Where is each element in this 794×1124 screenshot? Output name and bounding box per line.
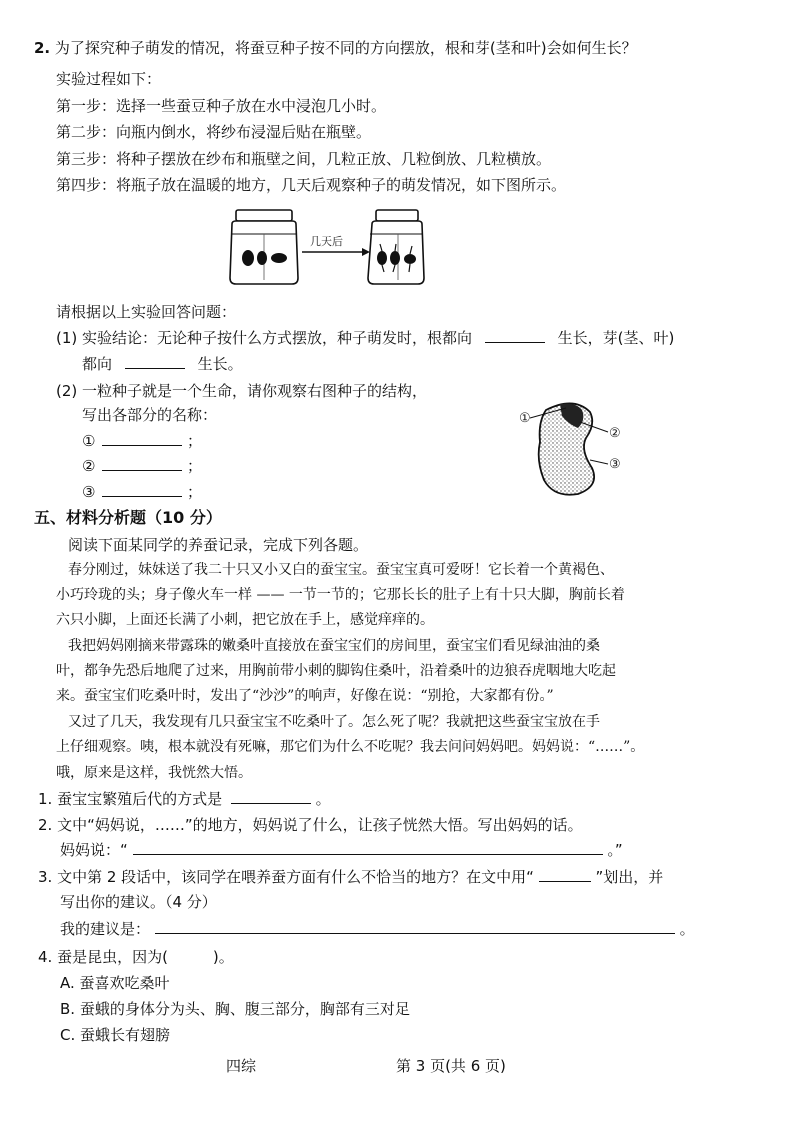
sub-question-2-line1: (2) 一粒种子就是一个生命，请你观察右图种子的结构， xyxy=(56,382,428,400)
mother-answer-line xyxy=(60,840,623,860)
passage-line: 小巧玲珑的头；身子像火车一样 —— 一节一节的；它那长长的肚子上有十只大脚，胸前长着 xyxy=(56,587,625,603)
suggestion-suffix: 。 xyxy=(679,920,695,938)
footer-subject: 四综 xyxy=(226,1057,257,1075)
material-question-1-text: 1. 蚕宝宝繁殖后代的方式是 xyxy=(38,790,223,808)
material-question-2: 2. 文中“妈妈说，……”的地方，妈妈说了什么，让孩子恍然大悟。写出妈妈的话。 xyxy=(38,816,583,834)
suggestion-prefix: 我的建议是： xyxy=(60,920,151,938)
passage-line: 哦，原来是这样，我恍然大悟。 xyxy=(56,765,252,781)
passage-line: 叶，都争先恐后地爬了过来，用胸前带小刺的脚钩住桑叶，沿着桑叶的边狼吞虎咽地大吃起 xyxy=(56,663,616,679)
jar-before xyxy=(230,210,298,284)
material-question-3 xyxy=(38,867,663,887)
seed-label-3: ③ xyxy=(609,456,621,471)
step-3: 第三步：将种子摆放在纱布和瓶壁之间，几粒正放、几粒倒放、几粒横放。 xyxy=(56,150,552,168)
passage-line: 六只小脚，上面还长满了小刺，把它放在手上，感觉痒痒的。 xyxy=(56,612,434,628)
sub-question-1-text-2: 生长，芽(茎、叶) xyxy=(557,329,675,347)
option-b[interactable]: B. 蚕蛾的身体分为头、胸、腹三部分，胸部有三对足 xyxy=(60,1000,410,1018)
separator: ； xyxy=(187,457,203,475)
passage-line: 春分刚过，妹妹送了我二十只又小又白的蚕宝宝。蚕宝宝真可爱呀！它长着一个黄褐色、 xyxy=(68,562,614,578)
sub-question-1-text-3: 都向 xyxy=(82,355,113,373)
option-a[interactable]: A. 蚕喜欢吃桑叶 xyxy=(60,974,170,992)
seed-answer-2 xyxy=(82,456,202,476)
passage-line: 上仔细观察。咦，根本就没有死嘛，那它们为什么不吃呢？我去问问妈妈吧。妈妈说：“……”。 xyxy=(56,739,645,755)
suggestion-line xyxy=(60,919,695,939)
sub-question-1-text: (1) 实验结论：无论种子按什么方式摆放，种子萌发时，根都向 xyxy=(56,329,473,347)
arrow xyxy=(302,248,370,256)
seed-answer-1 xyxy=(82,431,202,451)
sub-question-1-line1 xyxy=(56,328,674,348)
passage-line: 又过了几天，我发现有几只蚕宝宝不吃桑叶了。怎么死了呢？我就把这些蚕宝宝放在手 xyxy=(68,714,600,730)
section-5-intro: 阅读下面某同学的养蚕记录，完成下列各题。 xyxy=(68,536,369,554)
mother-answer-suffix: 。” xyxy=(607,841,623,859)
answer-blank-seed-1[interactable] xyxy=(102,431,182,446)
seed-structure-figure xyxy=(516,398,636,498)
sub-question-1-text-4: 生长。 xyxy=(197,355,243,373)
material-question-4: 4. 蚕是昆虫，因为( )。 xyxy=(38,948,234,966)
question-number: 2. xyxy=(34,39,51,57)
jar-after xyxy=(368,210,424,284)
answer-blank-seed-3[interactable] xyxy=(102,482,182,497)
material-question-3-line2: 写出你的建议。（4 分） xyxy=(60,893,217,911)
item-marker: ① xyxy=(82,432,96,450)
mother-answer-prefix: 妈妈说：“ xyxy=(60,841,128,859)
step-4: 第四步：将瓶子放在温暖的地方，几天后观察种子的萌发情况，如下图所示。 xyxy=(56,176,567,194)
passage-line: 来。蚕宝宝们吃桑叶时，发出了“沙沙”的响声，好像在说：“别抢，大家都有份。” xyxy=(56,688,554,704)
answer-blank-root[interactable] xyxy=(485,328,545,343)
process-intro: 实验过程如下： xyxy=(56,70,162,88)
answer-blank-reproduction[interactable] xyxy=(231,789,311,804)
period: 。 xyxy=(315,790,331,808)
material-question-3-text: 3. 文中第 2 段话中，该同学在喂养蚕方面有什么不恰当的地方？在文中用“ xyxy=(38,868,534,886)
seed-label-1: ① xyxy=(519,410,531,425)
material-question-3-text-2: ”划出，并 xyxy=(595,868,664,886)
underline-sample xyxy=(539,867,591,882)
answer-blank-suggestion[interactable] xyxy=(155,919,675,934)
answer-blank-seed-2[interactable] xyxy=(102,456,182,471)
material-question-1 xyxy=(38,789,331,809)
option-c[interactable]: C. 蚕蛾长有翅膀 xyxy=(60,1026,171,1044)
section-5-heading: 五、材料分析题（10 分） xyxy=(34,508,222,527)
separator: ； xyxy=(187,483,203,501)
footer-page: 第 3 页(共 6 页) xyxy=(396,1057,506,1075)
question-2-title: 为了探究种子萌发的情况，将蚕豆种子按不同的方向摆放，根和芽(茎和叶)会如何生长？ xyxy=(54,39,637,57)
item-marker: ③ xyxy=(82,483,96,501)
arrow-label: 几天后 xyxy=(310,236,343,248)
step-1: 第一步：选择一些蚕豆种子放在水中浸泡几小时。 xyxy=(56,97,387,115)
sub-question-1-line2 xyxy=(82,354,243,374)
separator: ； xyxy=(187,432,203,450)
seed-label-2: ② xyxy=(609,425,621,440)
answer-blank-mother-words[interactable] xyxy=(133,840,603,855)
passage-line: 我把妈妈刚摘来带露珠的嫩桑叶直接放在蚕宝宝们的房间里，蚕宝宝们看见绿油油的桑 xyxy=(68,638,600,654)
answer-blank-bud[interactable] xyxy=(125,354,185,369)
question-2-title-line xyxy=(34,38,637,58)
answer-intro: 请根据以上实验回答问题： xyxy=(56,303,237,321)
sub-question-2-line2: 写出各部分的名称： xyxy=(82,406,218,424)
step-2: 第二步：向瓶内倒水，将纱布浸湿后贴在瓶壁。 xyxy=(56,123,372,141)
seed-answer-3 xyxy=(82,482,202,502)
item-marker: ② xyxy=(82,457,96,475)
